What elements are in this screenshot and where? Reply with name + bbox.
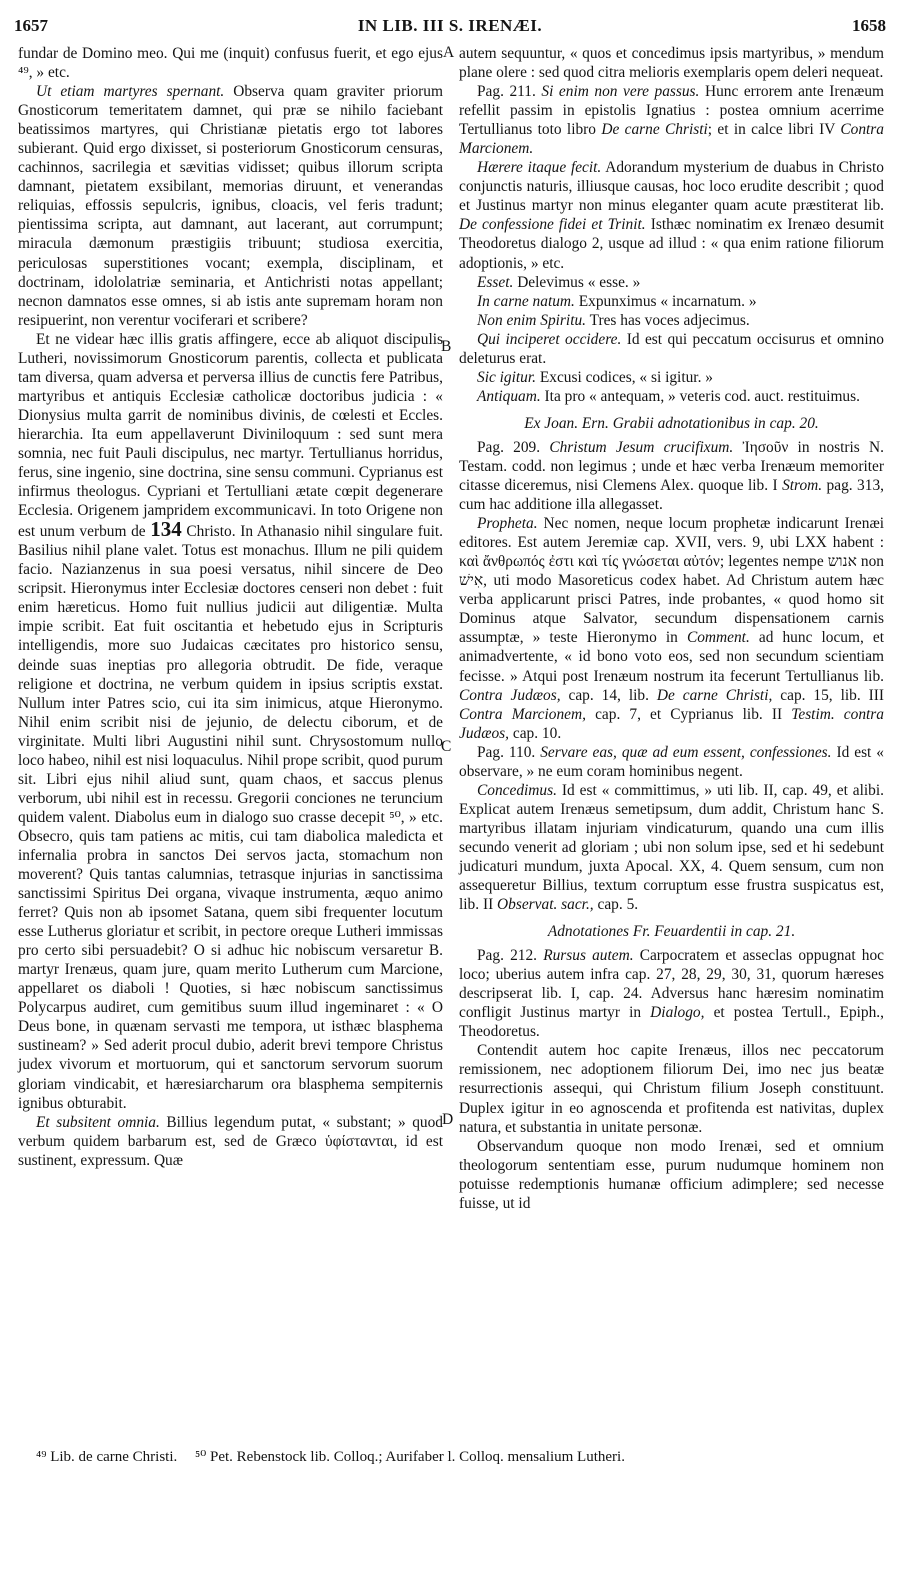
- lemma: Antiquam.: [477, 387, 541, 405]
- paragraph: Ut etiam martyres spernant. Observa quam graviter priorum Gnosticorum temeritatem damnet, qui præ se nihilo faciebant beatissimos martyres, qui Christianæ pietatis ergo tot labores subierant. Quid ergo dixisset, si posteriorum Gnosticorum censuras, cachinnos, sacrilegia et sævitias vidisset; quibus illorum scripta damnant, pietatem exsibilant, memorias diruunt, et venerandas reliquias, effossis sepulcris, ignibus, cloacis, vel feris tradunt; pientissima scripta, aut damnant, aut lacerant, aut corrumpunt; miracula dæmonum præstigiis tribuunt; studiosa exercitia, periculosas superstitiones vocant; exempla, disciplinam, et doctrinam, idololatriæ seminaria, et Antichristi notas appellant; necnon damnatos esse omnes, si ab istis ante supremam horam non resipuerint, non verentur vociferari et scribere?: [18, 83, 443, 329]
- paragraph: Observandum quoque non modo Irenæi, sed et omnium theologorum sententiam esse, purum nudumque hominem non potuisse redemptionis humanæ officium adimplere; sed necesse fuisse, ut id: [459, 1137, 884, 1212]
- paragraph: In carne natum. Expunximus « incarnatum. »: [477, 292, 757, 310]
- paragraph: fundar de Domino meo. Qui me (inquit) confusus fuerit, et ego ejus ⁴⁹, » etc.: [18, 45, 443, 82]
- paragraph: Et ne videar hæc illis gratis affingere, ecce ab aliquot discipulis Lutheri, novissimorum Gnosticorum parentis, collecta et publicata tam diversa, quam adversa et perversa illius de cunctis fere Patribus, martyribus et antiquis Ecclesiæ catholicæ doctoribus judicia : « Dionysius multa garrit de nominibus divinis, de cœlesti et Eccles. hierarchia. Ita eum appellaverunt Diviniloquum : sed sunt mera somnia, nec fuit Pauli discipulus, nec martyr. Tertullianus horridus, ferus, sine ingenio, sine doctrina, sine sensu communi. Cyprianus est infirmus theologus. Cypriani et Tertulliani ætate cœpit degenerare Ecclesia. Origenem jampridem excommunicavi. In toto Origene non est unum verbum de 134 Christo. In Athanasio nihil singulare fuit. Basilius nihil plane valet. Totus est monachus. Illum ne pili quidem facio. Nazianzenus in sua poesi versatus, nihil sincere de Deo scripsit. Hieronymus inter Ecclesiæ doctores censeri non debet : fuit enim hæreticus. Homo fuit nullius judicii aut diligentiæ. Multa impie scribit. Eat fuit oscitantia et hebetudo ejus in Scripturis intelligendis, more suo Judaicas cæcitates pro historico sensu, deinde suas ineptias pro allegoria obtrudit. De fide, veraque religione et doctrina, ne verbum quidem in ipsius scriptis exstat. Nullum inter Patres scio, cui ita sim inimicus, atque Hieronymo. Nihil enim scribit nisi de jejunio, de delectu ciborum, et de virginitate. Multi libri Augustini nihil sunt. Chrysostomum nullo loco habeo, nihil est nisi loquaculus. Nihil prope scribit, quod purum sit. Libri ejus nihil aliud sunt, quam chaos, et saccus plenus verborum, ubi nihil est in recessu. Gregorii conciones ne teruncium quidem valent. Diabolus eum in dialogo suo crasse decepit ⁵⁰, » etc. Obsecro, quis tam patiens ac mitis, cui tam diabolica maledicta et infernalia probra in sanctos Dei servos jacta, stomachum non moverent? Quis tantas calumnias, tetrasque injurias in sanctissima sanctissimi Spiritus Dei organa, vivaque instrumenta, æquo animo ferret? Quis non ab ipsomet Satana, quem sibi frequenter locutum esse Lutherus gloriatur et scribit, in pectore oreque Lutheri immissas pro certo sibi persuadebit? O si adhuc hic nobiscum versaretur B. martyr Irenæus, quam jure, quam merito Lutherum cum Marcione, appellaret os diaboli ! Quoties, si hæc nobiscum sanctissimus Polycarpus audiret, cum gemitibus suum illud ingeminaret : « O Deus bone, in quænam servasti me tempora, ut isthæc blasphema sustineam? » Sed aderit procul dubio, aderit brevi tempore Christus judex vivorum et mortuorum, qui et sanctorum servorum suorum gloriam vindicabit, et hæresiarcharum ora blasphema sempiternis ignibus obturabit.: [18, 330, 443, 1112]
- paragraph: Pag. 110. Servare eas, quæ ad eum essent, confessiones. Id est « observare, » ne eum coram hominibus negent.: [459, 743, 884, 780]
- lemma: Non enim Spiritu.: [477, 311, 587, 329]
- running-title: IN LIB. III S. IRENÆI.: [357, 16, 543, 35]
- footnote-49: ⁴⁹ Lib. de carne Christi.: [36, 1449, 178, 1465]
- lemma: Et subsitent omnia.: [36, 1113, 160, 1131]
- lemma: Si enim non vere passus.: [541, 83, 700, 101]
- lemma: Servare eas, quæ ad eum essent, confessiones.: [540, 743, 832, 761]
- column-marker-d: D: [442, 1111, 454, 1128]
- paragraph: autem sequuntur, « quos et concedimus ipsis martyribus, » mendum plane olere : sed quod citra melioris exemplaris opem deleri nequeat.: [459, 45, 884, 82]
- lemma: Esset.: [477, 273, 514, 291]
- lemma: Sic igitur.: [477, 368, 536, 386]
- paragraph: Propheta. Nec nomen, neque locum prophetæ indicarunt Irenæi editores. Est autem Jeremiæ cap. XVII, vers. 9, ubi LXX habent : καὶ ἄνθρωπός ἐστι καὶ τίς γνώσεται αὐτόν; legentes nempe אנוש non אִישׁ, uti modo Masoreticus codex habet. Ad Christum autem hæc verba applicarunt prisci Patres, inde probantes, « quod homo sit Dominus atque Salvator, secundum dispensationem carnis assumptæ, » teste Hieronymo in Comment. ad hunc locum, et animadvertente, « id bono voto eos, sed non secundum scientiam fecisse. » Atqui post Irenæum nostrum ita fecerunt Tertullianus lib. Contra Judæos, cap. 14, lib. De carne Christi, cap. 15, lib. III Contra Marcionem, cap. 7, et Cyprianus lib. II Testim. contra Judæos, cap. 10.: [459, 515, 884, 742]
- section-heading: Adnotationes Fr. Feuardentii in cap. 21.: [547, 923, 796, 941]
- paragraph: Hærere itaque fecit. Adorandum mysterium de duabus in Christo conjunctis naturis, illiusque causas, hoc loco erudite describit ; quod et Justinus martyr non minus eleganter quam acute præstiterat lib. De confessione fidei et Trinit. Isthæc nominatim ex Irenæo desumit Theodoretus dialogo 2, usque ad illud : « qua enim ratione filiorum adoptionis, » etc.: [459, 159, 884, 272]
- lemma: Hærere itaque fecit.: [477, 159, 602, 177]
- lemma: Rursus autem.: [543, 947, 634, 965]
- paragraph: Contendit autem hoc capite Irenæus, illos nec peccatorum remissionem, nec adoptionem filiorum Dei, imo nec jus beatæ resurrectionis assequi, qui Christum filium Joseph constituunt. Duplex igitur in eo agnoscenda et profitenda est nativitas, duplex natura, et substantia in unitate personæ.: [459, 1042, 884, 1136]
- column-marker-c: C: [441, 738, 452, 755]
- paragraph: Pag. 212. Rursus autem. Carpocratem et asseclas oppugnat hoc loco; uberius autem infra cap. 27, 28, 29, 30, 31, quorum hæreses descripserat lib. I, cap. 24. Adversus hanc hæresim nominatim confligit Justinus martyr in Dialogo, et postea Tertull., Epiph., Theodoretus.: [459, 947, 884, 1041]
- paragraph: Concedimus. Id est « committimus, » uti lib. II, cap. 49, et alibi. Explicat autem Irenæus semetipsum, dum addit, Christum hanc S. martyribus illatam injuriam vindicaturum, quando una cum illis secundo venerit ad gloriam ; ubi non solum ipse, sed et hi sedebunt judicaturi mundum, juxta Apocal. XX, 4. Quem sensum, cum non assequeretur Billius, textum corruptum esse frustra suspicatus est, lib. II Observat. sacr., cap. 5.: [459, 781, 884, 914]
- paragraph: Antiquam. Ita pro « antequam, » veteris cod. auct. restituimus.: [477, 387, 860, 405]
- paragraph: Sic igitur. Excusi codices, « si igitur. »: [477, 368, 713, 386]
- page-number-left: 1657: [14, 16, 48, 35]
- footnote-50: ⁵⁰ Pet. Rebenstock lib. Colloq.; Aurifaber l. Colloq. mensalium Lutheri.: [195, 1449, 625, 1465]
- lemma: Christum Jesum crucifixum.: [549, 438, 734, 456]
- paragraph: Pag. 209. Christum Jesum crucifixum. Ἰησοῦν in nostris N. Testam. codd. non legimus ; unde et hæc verba Irenæum memoriter citasse diceremus, nisi Clemens Alex. quoque lib. I Strom. pag. 313, cum hac additione illa allegasset.: [459, 438, 884, 514]
- lemma: Qui inciperet occidere.: [477, 330, 622, 348]
- column-marker-b: B: [441, 338, 452, 355]
- page-number-right: 1658: [852, 16, 886, 35]
- paragraph: Pag. 211. Si enim non vere passus. Hunc errorem ante Irenæum refellit passim in epistolis Ignatius : postea omnium acerrime Tertullianus toto libro De carne Christi; et in calce libri IV Contra Marcionem.: [459, 83, 884, 158]
- lemma: Ut etiam martyres spernant.: [36, 83, 225, 101]
- section-heading: Ex Joan. Ern. Grabii adnotationibus in cap. 20.: [524, 414, 819, 432]
- lemma: In carne natum.: [477, 292, 575, 310]
- margin-page-number: 134: [150, 517, 182, 542]
- lemma: Concedimus.: [477, 781, 557, 799]
- paragraph: Et subsitent omnia. Billius legendum putat, « substant; » quod verbum quidem barbarum est, sed de Græco ὑφίστανται, id est sustinent, expressum. Quæ: [18, 1113, 443, 1169]
- paragraph: Esset. Delevimus « esse. »: [477, 273, 641, 291]
- column-marker-a: A: [443, 44, 455, 61]
- lemma: Propheta.: [477, 515, 538, 533]
- left-column: [18, 44, 443, 1170]
- right-column: [459, 44, 884, 1213]
- paragraph: Non enim Spiritu. Tres has voces adjecimus.: [477, 311, 750, 329]
- paragraph: Qui inciperet occidere. Id est qui peccatum occisurus et omnino deleturus erat.: [459, 330, 884, 367]
- running-header: [14, 14, 886, 40]
- footnotes: [36, 1447, 876, 1466]
